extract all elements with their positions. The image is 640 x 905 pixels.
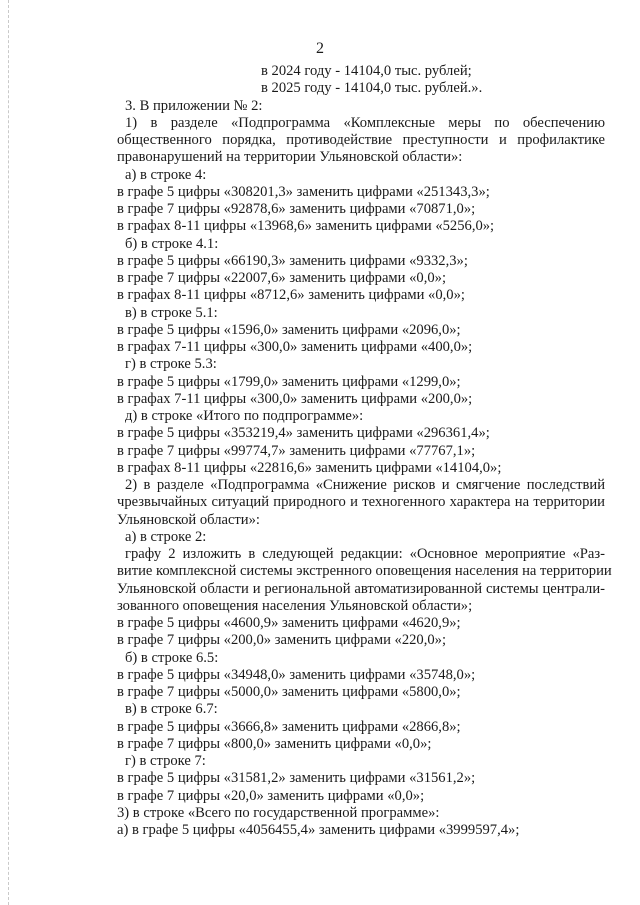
text-line: Ульяновской области»: <box>117 511 260 528</box>
text-line: в графах 7-11 цифры «300,0» заменить цифрами «400,0»; <box>117 339 473 355</box>
text-line: в графе 7 цифры «5000,0» заменить цифрами «5800,0»; <box>117 684 461 700</box>
text-line: в графе 7 цифры «200,0» заменить цифрами «220,0»; <box>117 632 447 649</box>
text-line: Ульяновской области и региональной автоматизированной системы централи- <box>117 580 605 597</box>
text-line: д) в строке «Итого по подпрограмме»: <box>125 408 364 424</box>
text-line: в графе 7 цифры «92878,6» заменить цифрами «70871,0»; <box>117 201 476 217</box>
text-line: в 2024 году - 14104,0 тыс. рублей; <box>261 63 472 79</box>
text-line: г) в строке 5.3: <box>125 356 217 373</box>
text-line: в графе 5 цифры «1799,0» заменить цифрами «1299,0»; <box>117 373 461 390</box>
text-line: зованного оповещения населения Ульяновской области»; <box>117 597 473 614</box>
text-line: в графе 5 цифры «4600,9» заменить цифрами «4620,9»; <box>117 615 461 631</box>
text-line: в графе 5 цифры «66190,3» заменить цифрами «9332,3»; <box>117 252 468 269</box>
text-line: а) в графе 5 цифры «4056455,4» заменить цифрами «3999597,4»; <box>117 822 520 838</box>
text-line: правонарушений на территории Ульяновской области»: <box>117 149 463 166</box>
page-number: 2 <box>316 40 324 57</box>
text-line: в графе 5 цифры «308201,3» заменить цифрами «251343,3»; <box>117 183 490 200</box>
text-line: в графе 5 цифры «1596,0» заменить цифрами «2096,0»; <box>117 321 461 338</box>
text-line: 3) в строке «Всего по государственной программе»: <box>117 804 440 821</box>
text-line: г) в строке 7: <box>125 753 206 769</box>
text-line: графу 2 изложить в следующей редакции: «Основное мероприятие «Раз- <box>125 546 605 562</box>
page-edge-divider <box>8 0 9 905</box>
text-line: в) в строке 6.7: <box>125 701 218 718</box>
text-line: в графе 7 цифры «22007,6» заменить цифрами «0,0»; <box>117 270 447 286</box>
text-line: а) в строке 4: <box>125 166 207 183</box>
text-line: 1) в разделе «Подпрограмма «Комплексные меры по обеспечению <box>125 114 605 131</box>
text-line: витие комплексной системы экстренного оповещения населения на территории <box>117 563 612 580</box>
text-line: в) в строке 5.1: <box>125 304 218 321</box>
text-line: чрезвычайных ситуаций природного и техногенного характера на территории <box>117 494 605 511</box>
text-line: в графе 5 цифры «353219,4» заменить цифрами «296361,4»; <box>117 425 490 442</box>
text-line: в графе 5 цифры «34948,0» заменить цифрами «35748,0»; <box>117 666 476 683</box>
text-line: в графах 8-11 цифры «13968,6» заменить цифрами «5256,0»; <box>117 218 495 235</box>
text-line: 3. В приложении № 2: <box>125 97 263 114</box>
document-body <box>117 63 612 839</box>
text-line: в графах 8-11 цифры «22816,6» заменить цифрами «14104,0»; <box>117 459 502 476</box>
text-line: в графах 7-11 цифры «300,0» заменить цифрами «200,0»; <box>117 390 473 407</box>
text-line: в графе 7 цифры «20,0» заменить цифрами «0,0»; <box>117 787 425 804</box>
text-line: в графе 7 цифры «99774,7» заменить цифрами «77767,1»; <box>117 442 476 459</box>
text-line: в 2025 году - 14104,0 тыс. рублей.». <box>261 80 483 97</box>
text-line: б) в строке 4.1: <box>125 235 219 252</box>
text-line: в графе 7 цифры «800,0» заменить цифрами «0,0»; <box>117 735 432 752</box>
text-line: 2) в разделе «Подпрограмма «Снижение рисков и смягчение последствий <box>125 477 605 493</box>
text-line: б) в строке 6.5: <box>125 649 219 666</box>
text-line: в графе 5 цифры «3666,8» заменить цифрами «2866,8»; <box>117 718 461 735</box>
text-line: в графах 8-11 цифры «8712,6» заменить цифрами «0,0»; <box>117 287 465 304</box>
text-line: общественного порядка, противодействие преступности и профилактике <box>117 132 605 148</box>
text-line: а) в строке 2: <box>125 528 207 545</box>
text-line: в графе 5 цифры «31581,2» заменить цифрами «31561,2»; <box>117 770 476 787</box>
